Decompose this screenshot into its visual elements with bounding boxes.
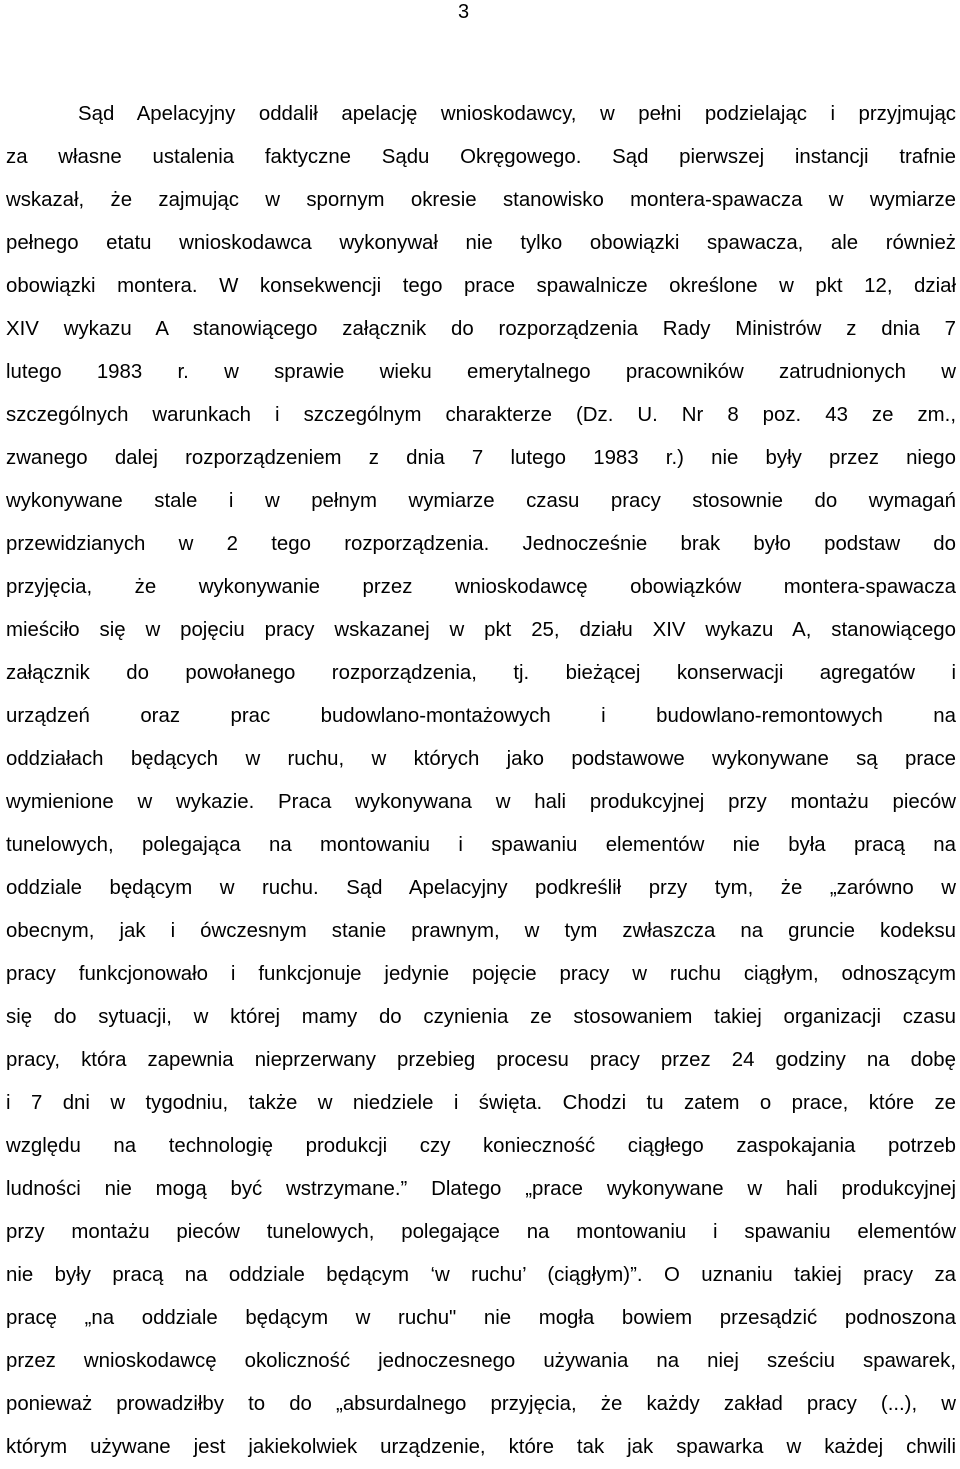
text-line: lutego 1983 r. w sprawie wieku emerytalnego pracowników zatrudnionych w	[6, 361, 956, 383]
text-line: przyjęcia, że wykonywanie przez wnioskodawcę obowiązków montera-spawacza	[6, 576, 956, 598]
text-line: przy montażu pieców tunelowych, polegające na montowaniu i spawaniu elementów	[6, 1221, 956, 1243]
text-line: się do sytuacji, w której mamy do czynienia ze stosowaniem takiej organizacji czasu	[6, 1006, 956, 1028]
text-line: zwanego dalej rozporządzeniem z dnia 7 lutego 1983 r.) nie były przez niego	[6, 447, 956, 469]
text-line: oddziałach będących w ruchu, w których jako podstawowe wykonywane są prace	[6, 748, 956, 770]
text-line: mieściło się w pojęciu pracy wskazanej w pkt 25, działu XIV wykazu A, stanowiącego	[6, 619, 956, 641]
page-number: 3	[457, 1, 470, 23]
text-line: względu na technologię produkcji czy konieczność ciągłego zaspokajania potrzeb	[6, 1135, 956, 1157]
text-line: wykonywane stale i w pełnym wymiarze czasu pracy stosownie do wymagań	[6, 490, 956, 512]
text-line: ludności nie mogą być wstrzymane.” Dlatego „prace wykonywane w hali produkcyjnej	[6, 1178, 956, 1200]
text-line: i 7 dni w tygodniu, także w niedziele i święta. Chodzi tu zatem o prace, które ze	[6, 1092, 956, 1114]
text-line: pełnego etatu wnioskodawca wykonywał nie tylko obowiązki spawacza, ale również	[6, 232, 956, 254]
text-line: którym używane jest jakiekolwiek urządzenie, które tak jak spawarka w każdej chwili	[6, 1436, 956, 1458]
body-paragraph	[6, 93, 956, 1469]
text-line: pracy funkcjonowało i funkcjonuje jedynie pojęcie pracy w ruchu ciągłym, odnoszącym	[6, 963, 956, 985]
text-line: tunelowych, polegająca na montowaniu i spawaniu elementów nie była pracą na	[6, 834, 956, 856]
text-line: pracy, która zapewnia nieprzerwany przebieg procesu pracy przez 24 godziny na dobę	[6, 1049, 956, 1071]
text-line: oddziale będącym w ruchu. Sąd Apelacyjny podkreślił przy tym, że „zarówno w	[6, 877, 956, 899]
text-line: XIV wykazu A stanowiącego załącznik do rozporządzenia Rady Ministrów z dnia 7	[6, 318, 956, 340]
text-line: obowiązki montera. W konsekwencji tego prace spawalnicze określone w pkt 12, dział	[6, 275, 956, 297]
text-line: przez wnioskodawcę okoliczność jednoczesnego używania na niej sześciu spawarek,	[6, 1350, 956, 1372]
text-line: wymienione w wykazie. Praca wykonywana w hali produkcyjnej przy montażu pieców	[6, 791, 956, 813]
text-line: załącznik do powołanego rozporządzenia, tj. bieżącej konserwacji agregatów i	[6, 662, 956, 684]
text-line: wskazał, że zajmując w spornym okresie stanowisko montera-spawacza w wymiarze	[6, 189, 956, 211]
text-line: przewidzianych w 2 tego rozporządzenia. Jednocześnie brak było podstaw do	[6, 533, 956, 555]
text-line: nie były pracą na oddziale będącym ‘w ruchu’ (ciągłym)”. O uznaniu takiej pracy za	[6, 1264, 956, 1286]
text-line: urządzeń oraz prac budowlano-montażowych i budowlano-remontowych na	[6, 705, 956, 727]
text-line: ponieważ prowadziłby to do „absurdalnego przyjęcia, że każdy zakład pracy (...), w	[6, 1393, 956, 1415]
text-line: za własne ustalenia faktyczne Sądu Okręgowego. Sąd pierwszej instancji trafnie	[6, 146, 956, 168]
text-line: obecnym, jak i ówczesnym stanie prawnym, w tym zwłaszcza na gruncie kodeksu	[6, 920, 956, 942]
text-line: szczególnych warunkach i szczególnym charakterze (Dz. U. Nr 8 poz. 43 ze zm.,	[6, 404, 956, 426]
text-line: pracę „na oddziale będącym w ruchu" nie mogła bowiem przesądzić podnoszona	[6, 1307, 956, 1329]
text-line: Sąd Apelacyjny oddalił apelację wnioskodawcy, w pełni podzielając i przyjmując	[78, 103, 956, 125]
